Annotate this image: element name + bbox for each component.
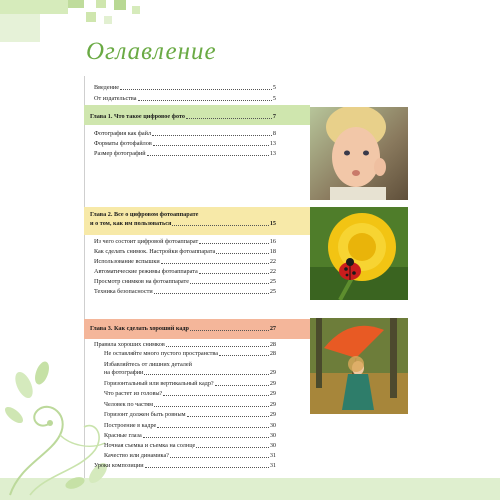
toc-entry-page: 13 [269, 150, 276, 157]
toc-entry-page: 31 [269, 452, 276, 459]
toc-entry-label: От издательства [94, 95, 137, 102]
toc-entry-page: 29 [269, 369, 276, 376]
dot-leader [216, 252, 269, 254]
toc-subentry[interactable] [104, 401, 276, 409]
toc-entry-label: Построение в кадре [104, 422, 157, 429]
toc-entry-label: Просмотр снимков на фотоаппарате [94, 278, 189, 285]
toc-subentry[interactable] [104, 442, 276, 450]
chapter-2-heading-line1[interactable] [90, 211, 276, 219]
toc-entry-page: 15 [269, 220, 276, 227]
chapter-2-heading-line2[interactable] [90, 220, 276, 228]
toc-entry[interactable] [94, 130, 276, 138]
toc-entry-label: Размер фотографий [94, 150, 146, 157]
toc-subentry[interactable] [104, 411, 276, 419]
toc-entry-page: 30 [269, 422, 276, 429]
toc-subentry[interactable] [104, 432, 276, 440]
dot-leader [154, 405, 269, 407]
toc-entry-page: 29 [269, 380, 276, 387]
toc-subentry[interactable] [104, 369, 276, 377]
toc-entry[interactable] [94, 288, 276, 296]
dot-leader [147, 154, 269, 156]
toc-subentry[interactable] [104, 380, 276, 388]
dot-leader [190, 329, 269, 331]
toc-entry-page: 29 [269, 390, 276, 397]
toc-entry-label: Что растет из головы? [104, 390, 163, 397]
toc-entry-label: Глава 1. Что такое цифровое фото [90, 113, 186, 120]
dot-leader [190, 282, 269, 284]
toc-entry[interactable] [94, 238, 276, 246]
toc-subentry[interactable] [104, 350, 276, 358]
toc-entry-page: 18 [269, 248, 276, 255]
dot-leader [153, 144, 269, 146]
toc-entry-label: Использование вспышки [94, 258, 160, 265]
toc-entry-label: Не оставляйте много пустого пространства [104, 350, 218, 357]
dot-leader [199, 272, 269, 274]
toc-subentry[interactable] [104, 361, 276, 369]
dot-leader [170, 456, 269, 458]
dot-leader [157, 426, 269, 428]
toc-entry-page: 22 [269, 268, 276, 275]
toc-entry-label: Красные глаза [104, 432, 142, 439]
toc-entry[interactable] [94, 278, 276, 286]
photo-woman-umbrella [310, 318, 408, 414]
toc-entry-page: 13 [269, 140, 276, 147]
toc-entry-label: Уроки композиции [94, 462, 144, 469]
dot-leader [187, 415, 269, 417]
toc-entry-label: Фотография как файл [94, 130, 152, 137]
toc-entry-label: Автоматические режимы фотоаппарата [94, 268, 198, 275]
toc-entry[interactable] [94, 150, 276, 158]
dot-leader [186, 117, 272, 119]
toc-entry-label: Глава 3. Как сделать хороший кадр [90, 325, 189, 332]
toc-entry-intro[interactable] [94, 84, 276, 92]
toc-entry-label: Человек по частям [104, 401, 154, 408]
dot-leader [172, 224, 268, 226]
toc-entry[interactable] [94, 258, 276, 266]
toc-entry-page: 30 [269, 432, 276, 439]
toc-entry-page: 8 [272, 130, 276, 137]
toc-entry-label: Избавляйтесь от лишних деталей [104, 361, 192, 368]
dot-leader [163, 394, 269, 396]
dot-leader [166, 345, 269, 347]
toc-entry-page: 29 [269, 411, 276, 418]
toc-entry-label: Горизонт должен быть ровным [104, 411, 186, 418]
toc-entry-page: 28 [269, 350, 276, 357]
toc-entry-page: 5 [272, 84, 276, 91]
toc-entry-label: Как сделать снимок. Настройки фотоаппарата [94, 248, 216, 255]
page-title: Оглавление [86, 38, 217, 65]
photo-ladybug-flower [310, 207, 408, 300]
dot-leader [144, 373, 268, 375]
toc-entry[interactable] [94, 140, 276, 148]
toc-entry-page: 16 [269, 238, 276, 245]
dot-leader [138, 99, 272, 101]
toc-subentry[interactable] [104, 452, 276, 460]
toc-subentry[interactable] [104, 422, 276, 430]
toc-entry-label: и о том, как им пользоваться [90, 220, 172, 227]
floral-ornament [0, 355, 120, 500]
toc-entry-page: 27 [269, 325, 276, 332]
toc-entry-publisher[interactable] [94, 95, 276, 103]
toc-entry[interactable] [94, 341, 276, 349]
dot-leader [152, 134, 272, 136]
toc-entry[interactable] [94, 462, 276, 470]
toc-entry-label: Правила хороших снимков [94, 341, 165, 348]
dot-leader [215, 384, 269, 386]
toc-entry-page: 31 [269, 462, 276, 469]
dot-leader [145, 466, 269, 468]
toc-entry-label: Ночная съемка и съемка на солнце [104, 442, 196, 449]
toc-entry-label: Форматы фотофайлов [94, 140, 152, 147]
photo-girl [310, 107, 408, 200]
toc-entry-page: 5 [272, 95, 276, 102]
chapter-1-heading[interactable] [90, 113, 276, 121]
toc-entry-page: 29 [269, 401, 276, 408]
toc-entry-page: 22 [269, 258, 276, 265]
toc-entry-label: Глава 2. Все о цифровом фотоаппарате [90, 211, 199, 218]
dot-leader [143, 436, 269, 438]
toc-entry-label: Введение [94, 84, 119, 91]
toc-entry-label: Горизонтальный или вертикальный кадр? [104, 380, 214, 387]
toc-subentry[interactable] [104, 390, 276, 398]
dot-leader [196, 446, 269, 448]
toc-entry[interactable] [94, 268, 276, 276]
toc-entry-page: 25 [269, 278, 276, 285]
chapter-3-heading[interactable] [90, 325, 276, 333]
dot-leader [120, 88, 272, 90]
toc-entry-label: Качество или динамика? [104, 452, 169, 459]
dot-leader [154, 292, 269, 294]
toc-entry-page: 25 [269, 288, 276, 295]
toc-entry-page: 28 [269, 341, 276, 348]
dot-leader [219, 354, 269, 356]
toc-entry-label: Из чего состоит цифровой фотоаппарат [94, 238, 199, 245]
toc-entry-label: на фотографии [104, 369, 144, 376]
dot-leader [161, 262, 269, 264]
toc-entry-label: Техника безопасности [94, 288, 153, 295]
toc-entry[interactable] [94, 248, 276, 256]
toc-entry-page: 30 [269, 442, 276, 449]
toc-entry-page: 7 [272, 113, 276, 120]
dot-leader [199, 242, 269, 244]
